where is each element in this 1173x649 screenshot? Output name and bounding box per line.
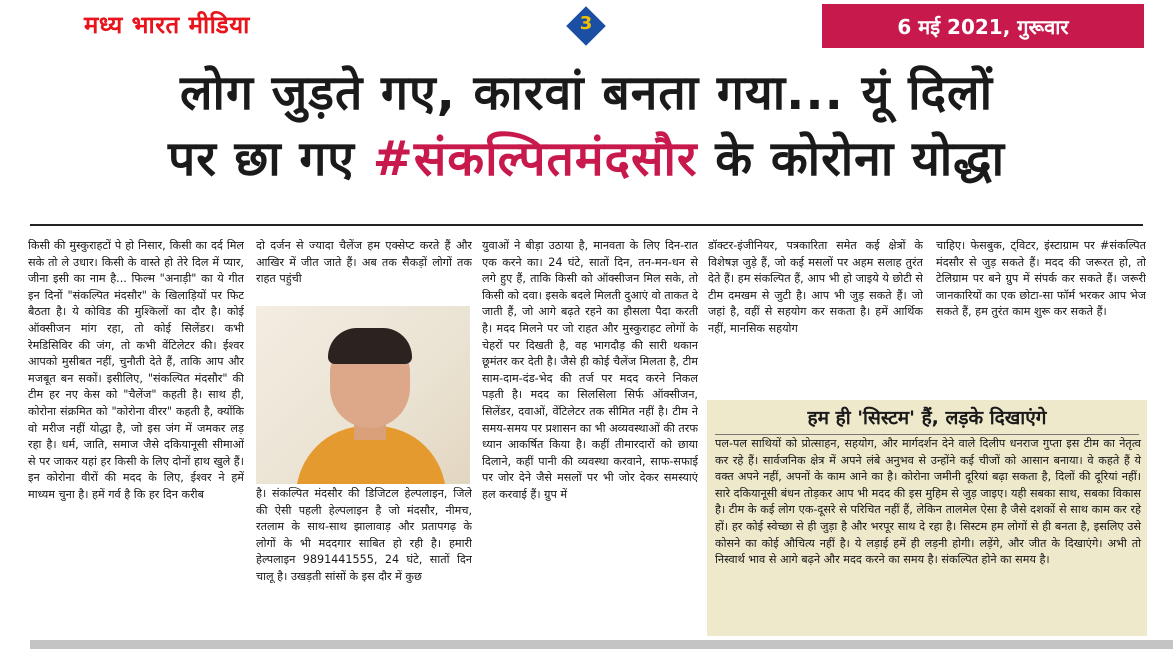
box-body: पल-पल साथियों को प्रोत्साहन, सहयोग, और मार्गदर्शन देने वाले दिलीप धनराज गुप्ता इस टीम का नेतृत्व कर रहे हैं। सार्वजनिक क्षेत्र में अपने लंबे अनुभव से उन्होंने कई चीजों को आसान बनाया। वे कहते हैं ये वक्त अपने नहीं, अपनों के काम आने का है। कोरोना जमीनी दूरियां बढ़ा सकता है, दिलों की दूरियां नहीं। सारे दकियानूसी बंधन तोड़कर आप भी मदद की इस मुहिम से जुड़ जाइए। यही सबका साथ, सबका विकास है। टीम के कई लोग एक-दूसरे से परिचित नहीं हैं, लेकिन तालमेल ऐसा है जैसे दशकों से साथ काम कर रहे हों। हर कोई स्वेच्छा से ही जुड़ा है और भरपूर साथ दे रहा है। सिस्टम हम लोगों से ही बनता है, इसलिए उसे कोसने का कोई औचित्य नहीं है। ये लड़ाई हमें ही लड़नी होगी। लड़ेंगे, और जीत के दिखाएंगे। अभी तो निस्वार्थ भाव से आगे बढ़ने और मदद करने का समय है। संकल्पित होने का समय है।	[715, 437, 1141, 567]
headline-line-2	[10, 126, 1163, 192]
portrait-photo	[256, 306, 470, 484]
portrait-hair	[328, 328, 412, 364]
page-number-badge	[566, 6, 606, 46]
article-column-2-bottom: है। संकल्पित मंदसौर की डिजिटल हेल्पलाइन, जिले की ऐसी पहली हेल्पलाइन है जो मंदसौर, नीमच, रतलाम के साथ-साथ झालावाड़ और प्रतापगढ़ के लोगों के भी मददगार साबित हो रही है। हमारी हेल्पलाइन 9891441555, 24 घंटे, सातों दिन चालू है। उखड़ती सांसों के इस दौर में कुछ	[256, 487, 472, 583]
box-heading: हम ही 'सिस्टम' हैं, लड़के दिखाएंगे	[807, 407, 1047, 429]
headline-hashtag: #संकल्पितमंदसौर	[372, 131, 698, 187]
article-column-3: युवाओं ने बीड़ा उठाया है, मानवता के लिए दिन-रात एक करने का। 24 घंटे, सातों दिन, तन-मन-धन से लगे हुए हैं, ताकि किसी को ऑक्सीजन मिल सके, तो किसी को दवा। इसके बदले मिलती दुआएं वो ताकत दे जाती हैं, जो आगे बढ़ते रहने का हौसला पैदा करती है। मदद मिलने पर जो राहत और मुस्कुराहट लोगों के चेहरों पर दिखती है, वह भागदौड़ की सारी थकान छूमंतर कर देती है। जैसे ही कोई चैलेंज मिलता है, टीम साम-दाम-दंड-भेद की तर्ज पर मदद करने निकल पड़ती है। मदद का सिलसिला सिर्फ ऑक्सीजन, सिलेंडर, दवाओं, वेंटिलेटर तक सीमित नहीं है। टीम ने समय-समय पर प्रशासन का भी अव्यवस्थाओं की तरफ ध्यान आकर्षित किया है। कहीं तीमारदारों को छाया दिलाने, कहीं पानी की व्यवस्था करवाने, साफ-सफाई पर जोर देने जैसे मसलों पर भी जोर देकर समस्याएं हल करवाई हैं। ग्रुप में	[482, 239, 698, 501]
masthead	[0, 0, 1173, 56]
headline	[10, 60, 1163, 192]
article-column-4: डॉक्टर-इंजीनियर, पत्रकारिता समेत कई क्षेत्रों के विशेषज्ञ जुड़े हैं, जो कई मसलों पर अहम सलाह तुरंत देते हैं। हम संकल्पित हैं, आप भी हो जाइये ये छोटी से टीम दमखम से जुटी है। आप भी जुड़ सकते हैं। जो जहां है, वहीं से सहयोग कर सकता है। हमें आर्थिक नहीं, मानसिक सहयोग	[708, 239, 923, 335]
box-heading-rule	[715, 434, 1139, 435]
article-column-5: चाहिए। फेसबुक, ट्विटर, इंस्टाग्राम पर #संकल्पित मंदसौर से जुड़ सकते हैं। मदद की जरूरत हो, तो टेलिग्राम पर बने ग्रुप में संपर्क कर सकते हैं। जरूरी जानकारियों का एक छोटा-सा फॉर्म भरकर आप भेज सकते हैं, हम तुरंत काम शुरू कर सकते हैं।	[936, 239, 1146, 319]
article-column-1: किसी की मुस्कुराहटों पे हो निसार, किसी का दर्द मिल सके तो ले उधार। किसी के वास्ते हो तेरे दिल में प्यार, जीना इसी का नाम है... फिल्म "अनाड़ी" का ये गीत इन दिनों "संकल्पित मंदसौर" के खिलाड़ियों पर फिट बैठता है। ये कोविड की मुश्किलों का दौर है। कोई ऑक्सीजन मांग रहा, तो कोई सिलेंडर। कभी रेमडिसिविर की जंग, तो कभी वेंटिलेटर की। ईश्वर आपको मुसीबत नहीं, चुनौती देते हैं, ताकि आप और मजबूत बन सकों। इसीलिए, "संकल्पित मंदसौर" की टीम हर नए केस को "चैलेंज" कहती है। साथ ही, कोरोना संक्रमित को "कोरोना वीरर" कहती है, क्योंकि वो मरीज नहीं योद्धा है, जो इस जंग में जमकर लड़ रहा है। धर्म, जाति, समाज जैसे दकियानूसी सीमाओं से पर जाकर यहां हर किसी के लिए दोनों हाथ खुले हैं। इन कोरोना वीरों की मदद के लिए, ईश्वर ने हमें माध्यम चुना है। हमें गर्व है कि हर दिन करीब	[28, 239, 244, 501]
headline-line-2-suffix: के कोरोना योद्धा	[697, 131, 1006, 187]
footer-strip	[30, 640, 1173, 649]
headline-divider	[30, 224, 1143, 226]
headline-line-1: लोग जुड़ते गए, कारवां बनता गया... यूं दिलों	[179, 65, 994, 121]
sidebar-box	[707, 400, 1147, 636]
headline-line-2-prefix: पर छा गए	[167, 131, 373, 187]
date-band: 6 मई 2021, गुरूवार	[822, 4, 1144, 48]
page-number: 3	[579, 13, 593, 34]
article-column-2-top: दो दर्जन से ज्यादा चैलेंज हम एक्सेप्ट करते हैं और आखिर में जीत जाते हैं। अब तक सैकड़ों लोगों तक राहत पहुंची	[256, 239, 472, 286]
brand-logo-text: मध्य भारत मीडिया	[84, 10, 250, 39]
